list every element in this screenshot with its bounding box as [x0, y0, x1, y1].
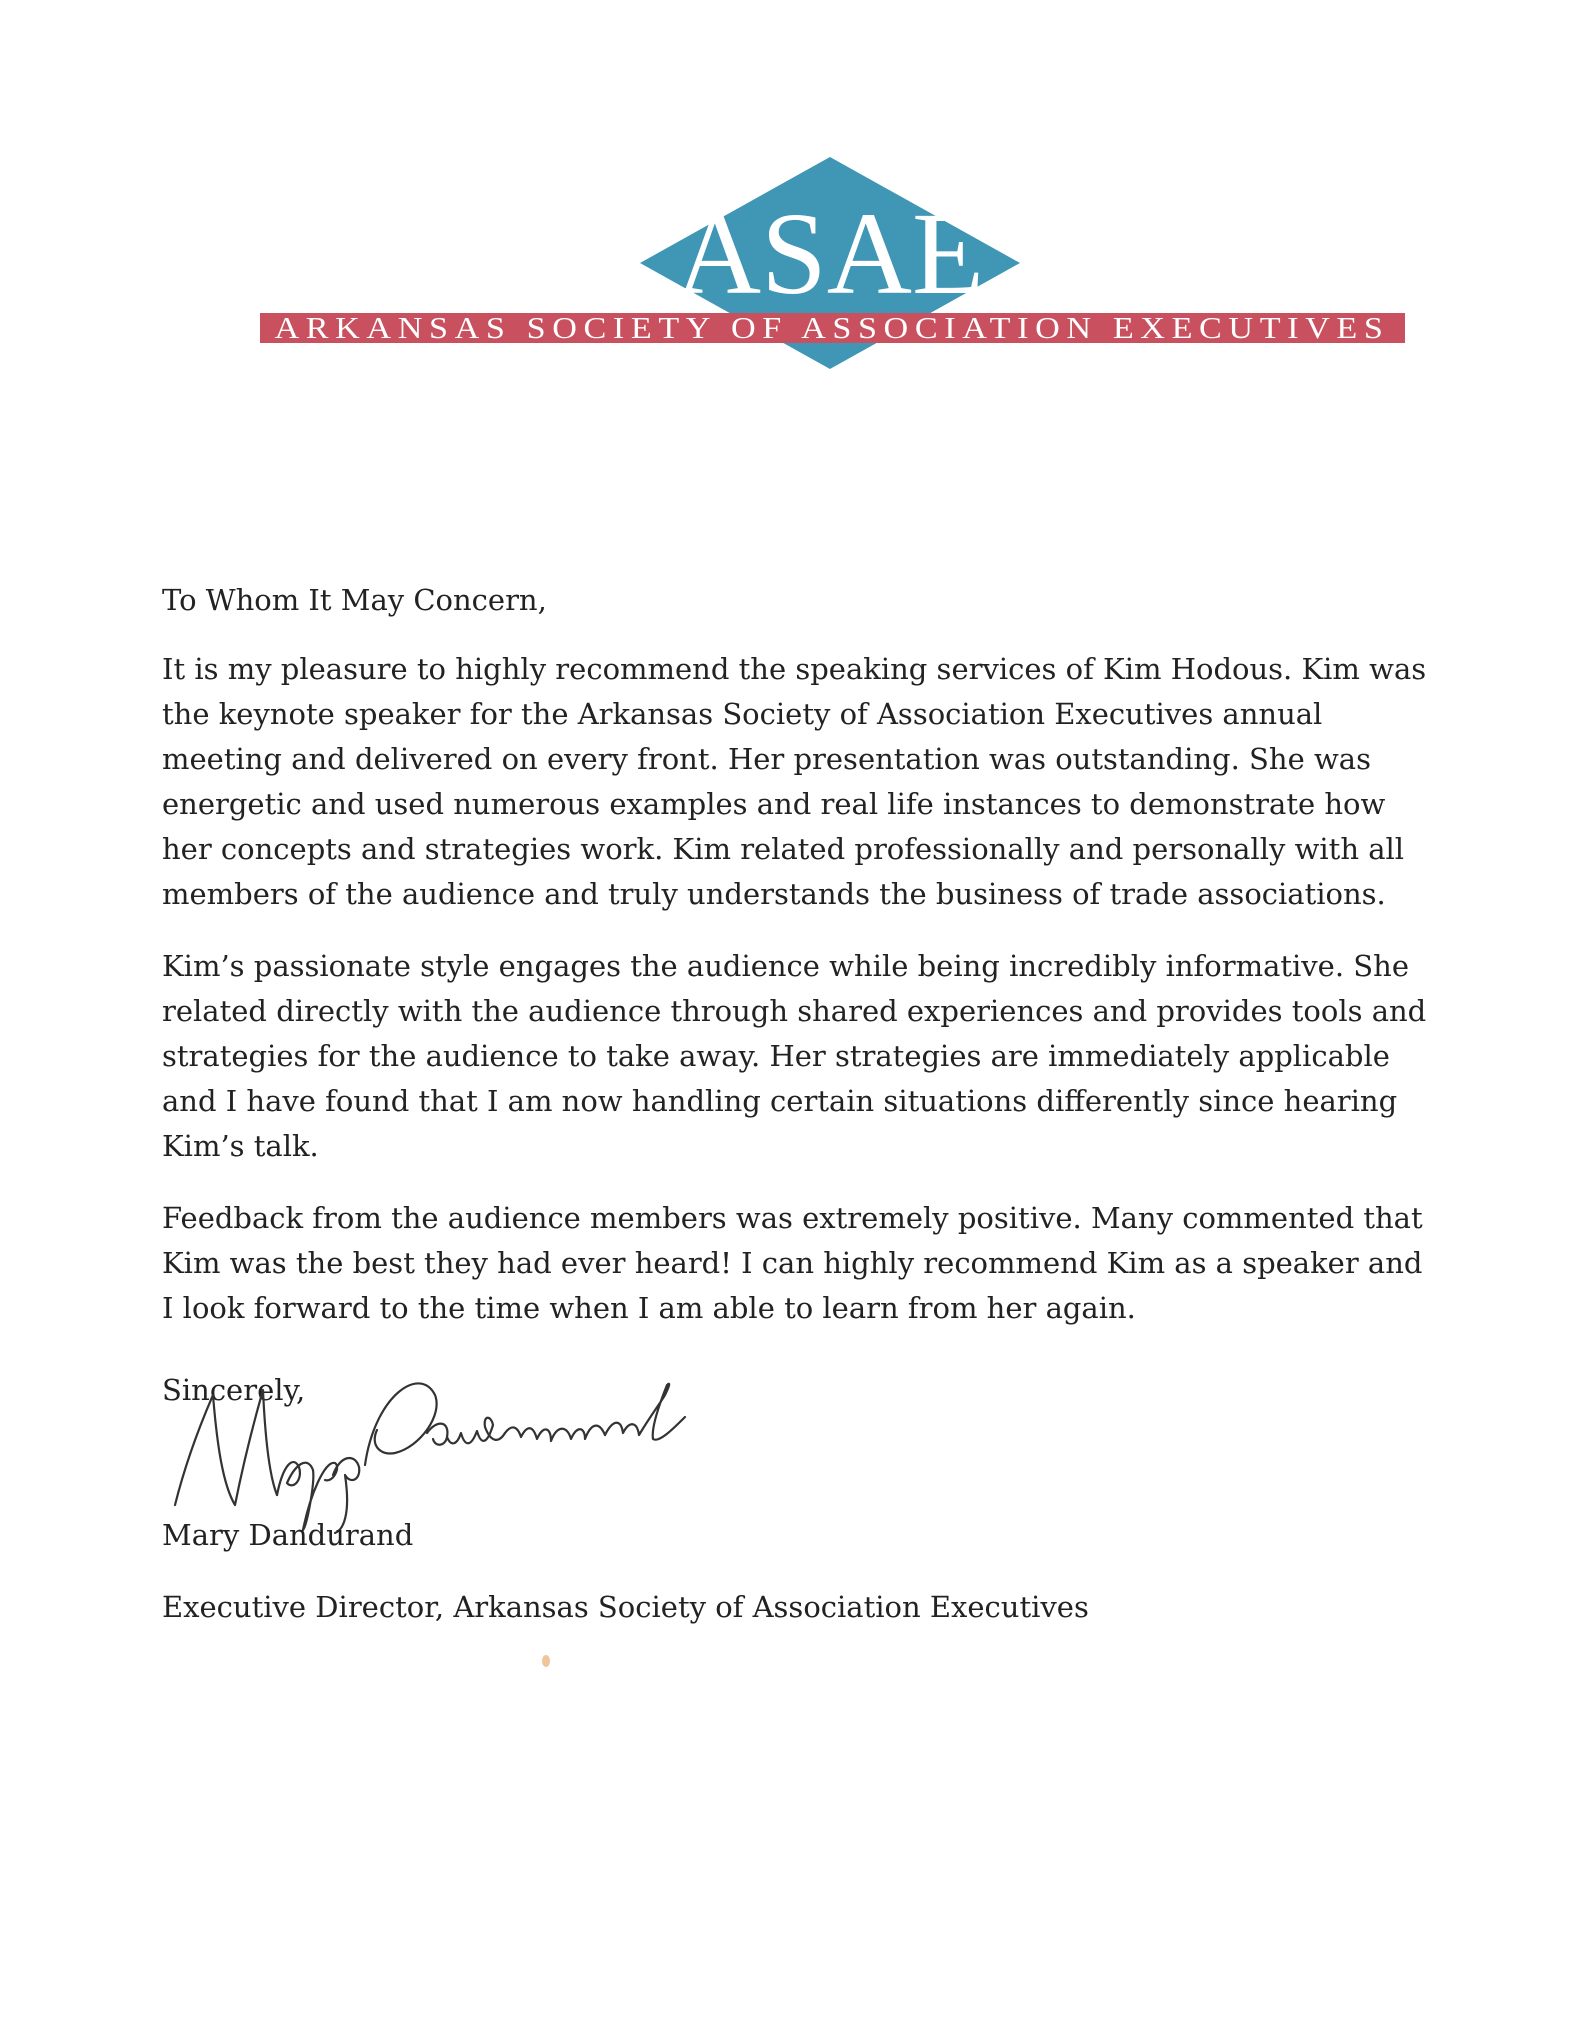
paper-smudge	[542, 1655, 550, 1667]
paragraph-2: Kim’s passionate style engages the audience while being incredibly informative. She related directly with the audience through shared experiences and provides tools and strategies for the audience to take away. Her strategies are immediately applicable and I have found that I am now handling certain situations differently since hearing Kim’s talk.	[162, 949, 1427, 1163]
letter-body	[162, 578, 1432, 1358]
salutation: To Whom It May Concern,	[162, 583, 547, 617]
letterhead-logo	[260, 155, 1405, 370]
asae-logo	[260, 155, 1405, 370]
organization-name: ARKANSAS SOCIETY OF ASSOCIATION EXECUTIVES	[274, 310, 1390, 345]
paragraph-3: Feedback from the audience members was extremely positive. Many commented that Kim was the best they had ever heard! I can highly recommend Kim as a speaker and I look forward to the time when I am able to learn from her again.	[162, 1201, 1423, 1325]
logo-text: ASAE	[675, 188, 985, 319]
signer-title: Executive Director, Arkansas Society of Association Executives	[162, 1590, 1089, 1624]
handwritten-signature	[165, 1355, 845, 1535]
signer-name: Mary Dandurand	[162, 1518, 414, 1552]
closing: Sincerely,	[162, 1373, 306, 1407]
paragraph-1: It is my pleasure to highly recommend the speaking services of Kim Hodous. Kim was the keynote speaker for the Arkansas Society of Association Executives annual meeting and delivered on every front. Her presentation was outstanding. She was energetic and used numerous examples and real life instances to demonstrate how her concepts and strategies work. Kim related professionally and personally with all members of the audience and truly understands the business of trade associations.	[162, 652, 1427, 911]
